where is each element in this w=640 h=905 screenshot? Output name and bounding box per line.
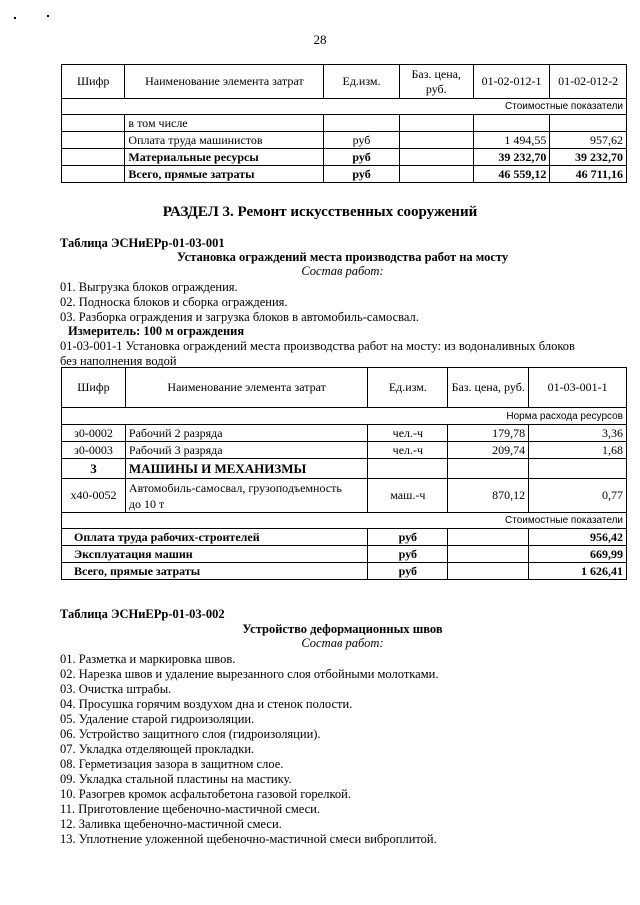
work-item: 10. Разогрев кромок асфальтобетона газовой горелкой. [60, 787, 351, 801]
table-title: Установка ограждений места производства работ на мосту [176, 250, 509, 264]
header-base-price: Баз. цена, руб. [448, 368, 529, 408]
work-item: 12. Заливка щебеночно-мастичной смеси. [60, 817, 282, 831]
work-item: 09. Укладка стальной пластины на мастику. [60, 772, 292, 786]
indicator-label: Стоимостные показатели [62, 99, 627, 115]
scan-speck [14, 17, 16, 19]
header-norm-2: 01-02-012-2 [550, 65, 627, 99]
indicator-label: Норма расхода ресурсов [62, 408, 627, 425]
table-row: Всего, прямые затраты руб 1 626,41 [62, 563, 627, 580]
header-unit: Ед.изм. [368, 368, 448, 408]
work-item: 13. Уплотнение уложенной щебеночно-мастичной смеси виброплитой. [60, 832, 437, 846]
header-base-price: Баз. цена, руб. [399, 65, 473, 99]
header-code: Шифр [62, 65, 125, 99]
header-name: Наименование элемента затрат [125, 65, 324, 99]
header-unit: Ед.изм. [324, 65, 399, 99]
table-row: Оплата труда машинистов руб 1 494,55 957,62 [62, 132, 627, 149]
page-number: 28 [313, 32, 327, 47]
work-item: 01. Выгрузка блоков ограждения. [60, 280, 238, 294]
header-name: Наименование элемента затрат [125, 368, 368, 408]
work-item: 11. Приготовление щебеночно-мастичной смеси. [60, 802, 320, 816]
table-row: Оплата труда рабочих-строителей руб 956,42 [62, 529, 627, 546]
work-item: 02. Нарезка швов и удаление вырезанного слоя отбойными молотками. [60, 667, 439, 681]
scan-speck [47, 15, 49, 17]
works-label: Состав работ: [301, 636, 384, 650]
table-row: з0-0002 Рабочий 2 разряда чел.-ч 179,78 3,36 [62, 425, 627, 442]
work-item: 05. Удаление старой гидроизоляции. [60, 712, 255, 726]
header-norm-1: 01-02-012-1 [473, 65, 550, 99]
table-row: з0-0003 Рабочий 3 разряда чел.-ч 209,74 1,68 [62, 442, 627, 459]
group-row: 3 МАШИНЫ И МЕХАНИЗМЫ [62, 459, 627, 479]
table-label: Таблица ЭСНиЕРр-01-03-001 [60, 236, 225, 250]
work-item: 02. Подноска блоков и сборка ограждения. [60, 295, 288, 309]
table-row: Материальные ресурсы руб 39 232,70 39 232,70 [62, 149, 627, 166]
work-item: 08. Герметизация зазора в защитном слое. [60, 757, 284, 771]
works-label: Состав работ: [301, 264, 384, 278]
norm-description: 01-03-001-1 Установка ограждений места производства работ на мосту: из водоналивных блоков [60, 339, 575, 353]
measure-unit: Измеритель: 100 м ограждения [68, 324, 245, 338]
norm-description: без наполнения водой [60, 354, 177, 368]
table-title: Устройство деформационных швов [242, 622, 443, 636]
work-item: 06. Устройство защитного слоя (гидроизоляции). [60, 727, 321, 741]
work-item: 03. Разборка ограждения и загрузка блоков в автомобиль-самосвал. [60, 310, 419, 324]
header-norm-1: 01-03-001-1 [529, 368, 627, 408]
work-item: 03. Очистка штрабы. [60, 682, 172, 696]
table-row: Всего, прямые затраты руб 46 559,12 46 711,16 [62, 166, 627, 183]
section-title: РАЗДЕЛ 3. Ремонт искусственных сооружений [162, 204, 478, 220]
work-item: 01. Разметка и маркировка швов. [60, 652, 236, 666]
header-code: Шифр [62, 368, 126, 408]
cost-table-01-03-001 [61, 367, 627, 580]
indicator-label: Стоимостные показатели [62, 513, 627, 529]
table-row: в том числе [62, 115, 627, 132]
cost-table-01-02-012 [61, 64, 627, 183]
table-label: Таблица ЭСНиЕРр-01-03-002 [60, 607, 225, 621]
table-row: Эксплуатация машин руб 669,99 [62, 546, 627, 563]
work-item: 04. Просушка горячим воздухом дна и стенок полости. [60, 697, 353, 711]
table-row: х40-0052 Автомобиль-самосвал, грузоподъемность до 10 т маш.-ч 870,12 0,77 [62, 479, 627, 513]
work-item: 07. Укладка отделяющей прокладки. [60, 742, 255, 756]
